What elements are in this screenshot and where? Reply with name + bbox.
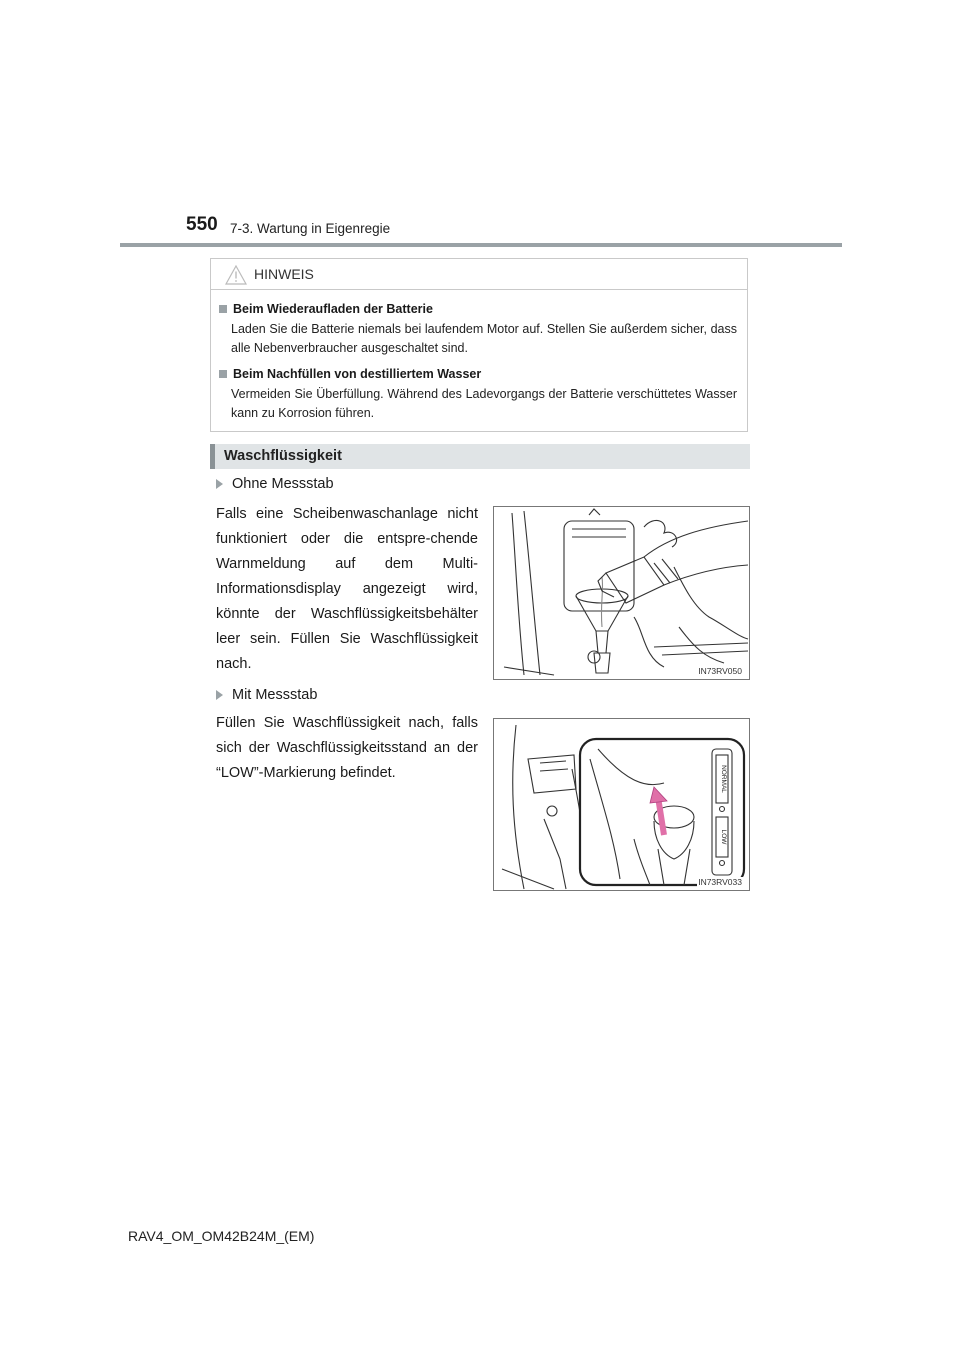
notice-item-text: Vermeiden Sie Überfüllung. Während des Ladevorgangs der Batterie verschüttetes Wasser kann zu Korrosion führen. bbox=[231, 387, 737, 420]
triangle-arrow-icon bbox=[216, 690, 223, 700]
triangle-arrow-icon bbox=[216, 479, 223, 489]
header-rule bbox=[120, 243, 842, 247]
subhead-ohne-messstab bbox=[216, 476, 334, 492]
subhead-text: Mit Messstab bbox=[232, 687, 318, 703]
section-title: 7-3. Wartung in Eigenregie bbox=[230, 221, 391, 236]
section-bar-accent bbox=[210, 444, 215, 469]
dipstick-label-normal: NORMAL bbox=[720, 765, 727, 793]
notice-item bbox=[219, 367, 737, 423]
subhead-mit-messstab bbox=[216, 687, 317, 703]
warning-triangle-icon bbox=[225, 265, 247, 285]
figure-dipstick bbox=[493, 718, 750, 891]
body-text-ohne-messstab: Falls eine Scheibenwaschanlage nicht funktioniert oder die entspre-chende Warnmeldung auf dem Multi-Informationsdisplay angezeigt wird, könnte der Waschflüssigkeitsbehälter leer sein. Füllen Sie Waschflüssigkeit nach. bbox=[216, 506, 478, 672]
body-text-mit-messstab: Füllen Sie Waschflüssigkeit nach, falls sich der Waschflüssigkeitsstand an der “LOW”-Markierung befindet. bbox=[216, 715, 478, 781]
square-bullet-icon bbox=[219, 305, 227, 313]
square-bullet-icon bbox=[219, 370, 227, 378]
dipstick-label-low: LOW bbox=[720, 829, 727, 845]
figure-code: IN73RV033 bbox=[698, 877, 742, 887]
notice-item-text: Laden Sie die Batterie niemals bei laufendem Motor auf. Stellen Sie außerdem sicher, dass alle Nebenverbraucher ausgeschaltet sind. bbox=[231, 322, 737, 355]
notice-item-heading: Beim Wiederaufladen der Batterie bbox=[233, 302, 433, 316]
notice-header bbox=[211, 259, 747, 290]
dipstick-illustration bbox=[494, 719, 749, 890]
notice-box bbox=[210, 258, 748, 432]
figure-refill-funnel bbox=[493, 506, 750, 680]
section-heading: Waschflüssigkeit bbox=[224, 448, 342, 464]
subhead-text: Ohne Messstab bbox=[232, 476, 334, 492]
document-id: RAV4_OM_OM42B24M_(EM) bbox=[128, 1228, 315, 1244]
notice-item-heading: Beim Nachfüllen von destilliertem Wasser bbox=[233, 367, 482, 381]
notice-title: HINWEIS bbox=[254, 266, 314, 282]
page-number: 550 bbox=[186, 214, 218, 235]
funnel-illustration bbox=[494, 507, 749, 679]
notice-item bbox=[219, 302, 737, 358]
figure-code: IN73RV050 bbox=[698, 666, 742, 676]
section-heading-bar bbox=[210, 444, 750, 469]
